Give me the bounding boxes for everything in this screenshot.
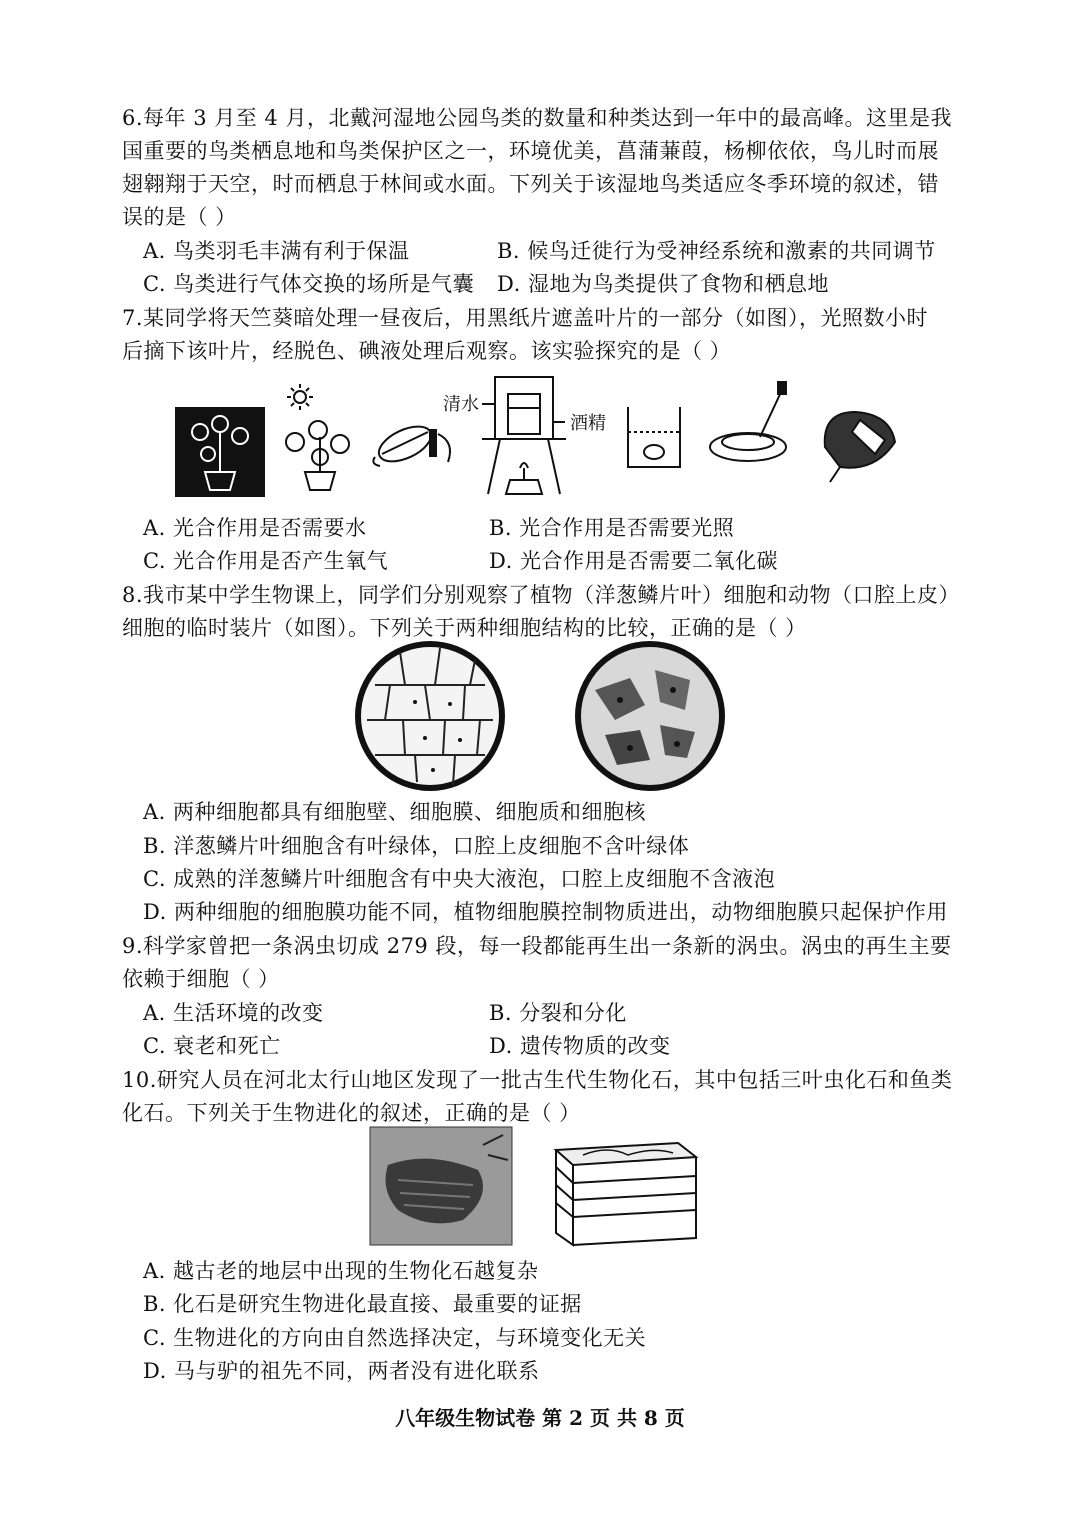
beaker-rinse-illustration xyxy=(628,407,680,467)
question-7-option-a: A. 光合作用是否需要水 xyxy=(143,516,367,540)
question-9-text-line: 依赖于细胞（ ） xyxy=(122,967,280,991)
experiment-steps-figure xyxy=(170,372,910,502)
question-8-option-d: D. 两种细胞的细胞膜功能不同，植物细胞膜控制物质进出，动物细胞膜只起保护作用 xyxy=(143,900,948,924)
question-9-option-a: A. 生活环境的改变 xyxy=(143,1001,324,1025)
cell-microscope-figure xyxy=(355,640,735,792)
rock-strata-diagram xyxy=(556,1143,696,1245)
leaf-cover-illustration xyxy=(373,419,450,468)
water-label: 清水 xyxy=(443,394,479,415)
question-7-option-d: D. 光合作用是否需要二氧化碳 xyxy=(489,549,778,573)
question-6-text-line: 6.每年 3 月至 4 月，北戴河湿地公园鸟类的数量和种类达到一年中的最高峰。这里是我 xyxy=(122,106,952,130)
question-6-option-c: C. 鸟类进行气体交换的场所是气囊 xyxy=(143,272,475,296)
dark-treatment-illustration xyxy=(175,407,265,497)
question-6-text-line: 国重要的鸟类栖息地和鸟类保护区之一，环境优美，菖蒲蒹葭，杨柳依依，鸟儿时而展 xyxy=(122,139,939,163)
trilobite-fossil-photo xyxy=(370,1127,512,1245)
page-footer: 八年级生物试卷 第 2 页 共 8 页 xyxy=(395,1406,685,1430)
question-9-text-line: 9.科学家曾把一条涡虫切成 279 段，每一段都能再生出一条新的涡虫。涡虫的再生主要 xyxy=(122,934,952,958)
question-8-text-line: 细胞的临时装片（如图）。下列关于两种细胞结构的比较，正确的是（ ） xyxy=(122,616,807,640)
question-10-option-c: C. 生物进化的方向由自然选择决定，与环境变化无关 xyxy=(143,1326,647,1350)
question-10-option-a: A. 越古老的地层中出现的生物化石越复杂 xyxy=(143,1259,539,1283)
alcohol-label: 酒精 xyxy=(570,413,606,434)
question-10-text-line: 10.研究人员在河北太行山地区发现了一批古生代生物化石，其中包括三叶虫化石和鱼类 xyxy=(122,1068,953,1092)
question-10-text-line: 化石。下列关于生物进化的叙述，正确的是（ ） xyxy=(122,1101,581,1125)
question-6-text-line: 翅翱翔于天空，时而栖息于林间或水面。下列关于该湿地鸟类适应冬季环境的叙述，错 xyxy=(122,172,939,196)
question-10-option-b: B. 化石是研究生物进化最直接、最重要的证据 xyxy=(143,1292,582,1316)
question-7-text-line: 7.某同学将天竺葵暗处理一昼夜后，用黑纸片遮盖叶片的一部分（如图），光照数小时 xyxy=(122,306,929,330)
question-9-option-b: B. 分裂和分化 xyxy=(489,1001,627,1025)
onion-cell-view xyxy=(358,644,502,788)
question-7-option-b: B. 光合作用是否需要光照 xyxy=(489,516,735,540)
fossil-strata-figure xyxy=(368,1125,708,1250)
stained-leaf-illustration xyxy=(825,412,895,482)
sunlight-plant-illustration xyxy=(286,384,349,490)
question-9-option-d: D. 遗传物质的改变 xyxy=(489,1034,671,1058)
question-8-option-a: A. 两种细胞都具有细胞壁、细胞膜、细胞质和细胞核 xyxy=(143,800,647,824)
water-bath-illustration xyxy=(482,377,566,494)
question-6-option-a: A. 鸟类羽毛丰满有利于保温 xyxy=(143,239,410,263)
question-6-option-d: D. 湿地为鸟类提供了食物和栖息地 xyxy=(497,272,829,296)
question-7-option-c: C. 光合作用是否产生氧气 xyxy=(143,549,389,573)
question-8-text-line: 8.我市某中学生物课上，同学们分别观察了植物（洋葱鳞片叶）细胞和动物（口腔上皮） xyxy=(122,583,961,607)
question-6-text-line: 误的是（ ） xyxy=(122,205,237,229)
question-8-option-c: C. 成熟的洋葱鳞片叶细胞含有中央大液泡，口腔上皮细胞不含液泡 xyxy=(143,867,776,891)
question-6-option-b: B. 候鸟迁徙行为受神经系统和激素的共同调节 xyxy=(497,239,936,263)
question-10-option-d: D. 马与驴的祖先不同，两者没有进化联系 xyxy=(143,1359,540,1383)
question-9-option-c: C. 衰老和死亡 xyxy=(143,1034,281,1058)
question-8-option-b: B. 洋葱鳞片叶细胞含有叶绿体，口腔上皮细胞不含叶绿体 xyxy=(143,834,690,858)
cheek-cell-view xyxy=(578,644,722,788)
iodine-dish-illustration xyxy=(710,382,786,461)
question-7-text-line: 后摘下该叶片，经脱色、碘液处理后观察。该实验探究的是（ ） xyxy=(122,339,732,363)
